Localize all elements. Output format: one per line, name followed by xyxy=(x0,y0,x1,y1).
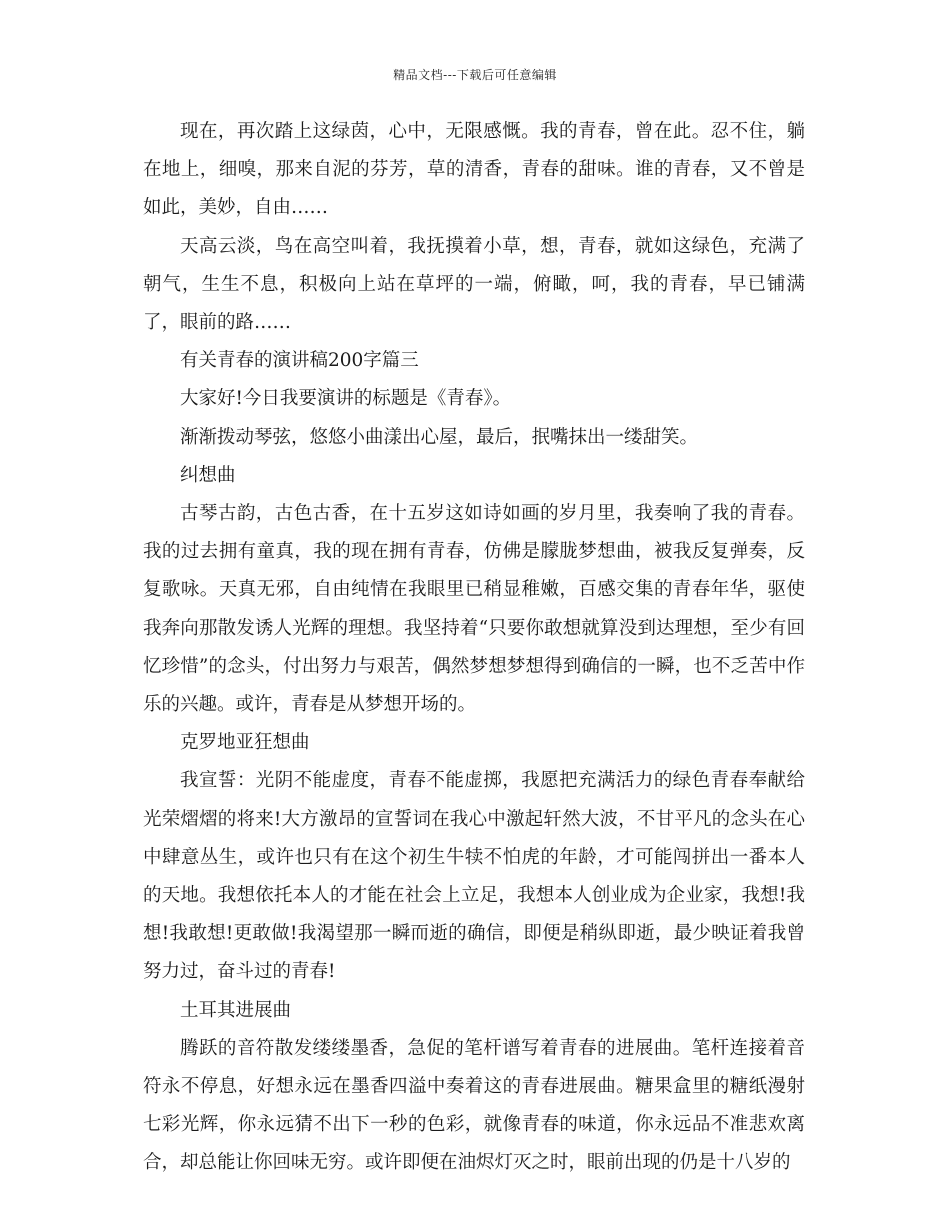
paragraph: 我宣誓：光阴不能虚度，青春不能虚掷，我愿把充满活力的绿色青春奉献给光荣熠熠的将来!大方激昂的宣誓词在我心中激起轩然大波，不甘平凡的念头在心中肆意丛生，或许也只有在这个初生牛犊不怕虎的年龄，才可能闯拼出一番本人的天地。我想依托本人的才能在社会上立足，我想本人创业成为企业家，我想!我想!我敢想!更敢做!我渴望那一瞬而逝的确信，即便是稍纵即逝，最少映证着我曾努力过，奋斗过的青春! xyxy=(143,770,805,983)
document-body xyxy=(143,113,805,1183)
paragraph: 古琴古韵，古色古香，在十五岁这如诗如画的岁月里，我奏响了我的青春。我的过去拥有童真，我的现在拥有青春，仿佛是朦胧梦想曲，被我反复弹奏，反复歌咏。天真无邪，自由纯情在我眼里已稍显稚嫩，百感交集的青春年华，驱使我奔向那散发诱人光辉的理想。我坚持着“只要你敢想就算没到达理想，至少有回忆珍惜”的念头，付出努力与艰苦，偶然梦想梦想得到确信的一瞬，也不乏苦中作乐的兴趣。或许，青春是从梦想开场的。 xyxy=(143,503,805,716)
paragraph: 天高云淡，鸟在高空叫着，我抚摸着小草，想，青春，就如这绿色，充满了朝气，生生不息，积极向上站在草坪的一端，俯瞰，呵，我的青春，早已铺满了，眼前的路…… xyxy=(143,235,805,334)
paragraph: 大家好!今日我要演讲的标题是《青春》。 xyxy=(180,388,512,410)
paragraph: 腾跃的音符散发缕缕墨香，急促的笔杆谱写着青春的进展曲。笔杆连接着音符永不停息，好想永远在墨香四溢中奏着这的青春进展曲。糖果盒里的糖纸漫射七彩光辉，你永远猜不出下一秒的色彩，就像青春的味道，你永远品不准悲欢离合，却总能让你回味无穷。或许即便在油烬灯灭之时，眼前出现的仍是十八岁的 xyxy=(143,1037,805,1174)
section-title: 有关青春的演讲稿200字篇三 xyxy=(180,350,419,372)
paragraph: 现在，再次踏上这绿茵，心中，无限感慨。我的青春，曾在此。忍不住，躺在地上，细嗅，那来自泥的芬芳，草的清香，青春的甜味。谁的青春，又不曾是如此，美妙，自由…… xyxy=(143,121,805,219)
paragraph: 渐渐拨动琴弦，悠悠小曲漾出心屋，最后，抿嘴抹出一缕甜笑。 xyxy=(180,426,699,448)
page-header: 精品文档---下载后可任意编辑 xyxy=(393,68,557,82)
section-title: 克罗地亚狂想曲 xyxy=(180,732,310,754)
section-title: 纠想曲 xyxy=(180,464,236,486)
section-title: 土耳其进展曲 xyxy=(180,999,292,1021)
